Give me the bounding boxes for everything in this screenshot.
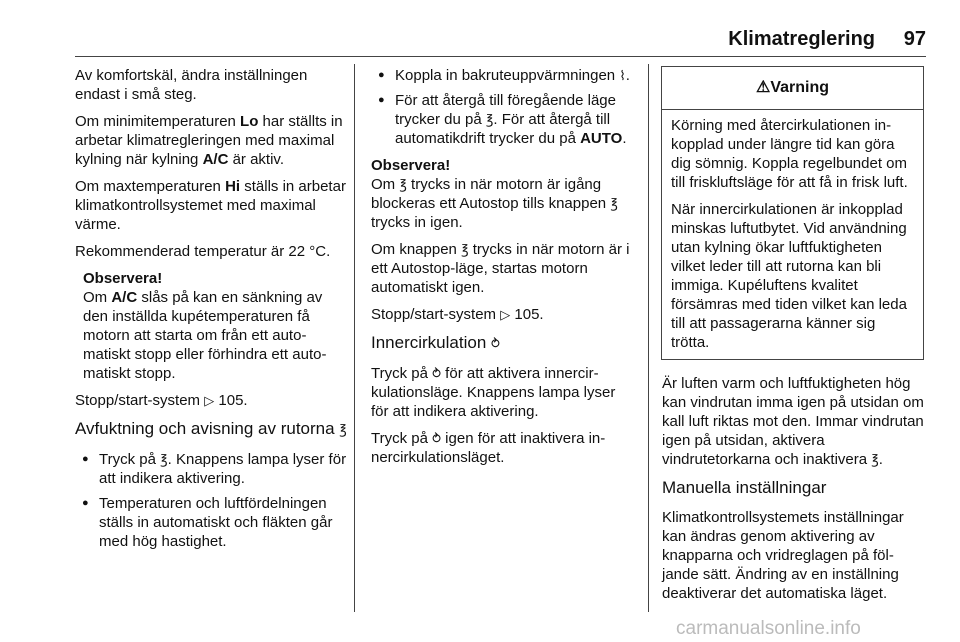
windscreen-defrost-icon: ℥ bbox=[399, 177, 407, 192]
windscreen-defrost-icon: ℥ bbox=[339, 422, 347, 437]
warning-box bbox=[661, 66, 924, 360]
page-reference: Stopp/start-system ▷ 105. bbox=[371, 306, 544, 323]
list-item: ● Tryck på ℥. Knappens lampa lyser för att indikera aktivering. bbox=[75, 450, 347, 488]
page-number: 97 bbox=[903, 28, 926, 50]
warning-header: ⚠Varning bbox=[662, 67, 923, 110]
paragraph: Om minimitemperaturen Lo har ställts in arbetar klimatregleringen med maximal kylning när kylning A/C är aktiv. bbox=[75, 113, 343, 168]
recirculation-icon: ⥁ bbox=[432, 431, 442, 446]
column-3 bbox=[662, 374, 924, 611]
paragraph: Tryck på ⥁ igen för att inaktivera innercirkulationsläget. bbox=[371, 430, 606, 466]
bullet-list bbox=[371, 66, 633, 148]
note-text: Om knappen ℥ trycks in när motorn är i ett Autostop-läge, startas motorn automatiskt igen. bbox=[371, 241, 630, 296]
watermark: carmanualsonline.info bbox=[676, 618, 861, 639]
paragraph: Är luften varm och luftfuktigheten hög kan vindrutan imma igen på utsidan om kall luft riktas mot den. Immar vindrutan igen på utsidan, aktivera vindrutetorkarna och inaktivera ℥. bbox=[662, 375, 924, 468]
page-title: Klimatreglering bbox=[728, 28, 875, 50]
page-reference-arrow-icon: ▷ bbox=[204, 393, 215, 408]
recirculation-icon: ⥁ bbox=[432, 366, 442, 381]
warning-text: När innercirkulationen är inkopplad minskas luftutbytet. Vid användning utan kylning ökar luftfuktigheten vilket leder till att rutorna kan bli immiga. Kupéluftens kvalitet försämras med tiden vilket kan leda till att passagerarna känner sig trötta. bbox=[671, 201, 907, 351]
page-reference: Stopp/start-system ▷ 105. bbox=[75, 392, 248, 409]
windscreen-defrost-icon: ℥ bbox=[610, 196, 618, 211]
paragraph: Tryck på ⥁ för att aktivera innercirkulationsläge. Knappens lampa lyser för att indikera aktivering. bbox=[371, 365, 616, 420]
list-item: ● Temperaturen och luftfördelningen ställs in automatiskt och fläkten går med hög hastighet. bbox=[75, 494, 347, 551]
paragraph: Av komfortskäl, ändra inställningen endast i små steg. bbox=[75, 67, 308, 103]
rear-window-heating-icon: ⌇ bbox=[619, 68, 626, 83]
warning-body bbox=[662, 110, 923, 352]
note-text: Om ℥ trycks in när motorn är igång blockeras ett Autostop tills knappen ℥ trycks in igen. bbox=[371, 176, 618, 231]
column-divider-1 bbox=[354, 64, 355, 612]
bullet-list bbox=[75, 450, 347, 551]
column-divider-2 bbox=[648, 64, 649, 612]
page-header bbox=[0, 0, 960, 54]
section-heading-defrost: Avfuktning och avisning av rutorna ℥ bbox=[75, 419, 347, 438]
note-block bbox=[75, 269, 347, 383]
column-1 bbox=[75, 66, 347, 559]
windscreen-defrost-icon: ℥ bbox=[461, 242, 469, 257]
windscreen-defrost-icon: ℥ bbox=[871, 452, 879, 467]
note-block bbox=[371, 156, 633, 297]
note-heading: Observera! bbox=[83, 270, 163, 287]
paragraph: Klimatkontrollsystemets inställningar kan ändras genom aktivering av knapparna och vridreglagen på följande sätt. Ändring av en inställning deaktiverar det automatiska läget. bbox=[662, 509, 904, 602]
warning-text: Körning med återcirkulationen inkopplad under längre tid kan göra dig sömnig. Koppla regelbundet om till friskluftsläge för att få in frisk luft. bbox=[671, 117, 908, 191]
page-reference-arrow-icon: ▷ bbox=[500, 307, 511, 322]
recirculation-icon: ⥁ bbox=[491, 336, 500, 351]
list-item: ● Koppla in bakruteuppvärmningen ⌇. bbox=[371, 66, 633, 85]
section-heading-recirculation: Innercirkulation ⥁ bbox=[371, 333, 500, 352]
header-rule bbox=[75, 56, 926, 57]
column-2 bbox=[371, 66, 633, 475]
note-text: Om A/C slås på kan en sänkning av den inställda kupétemperaturen få motorn att starta om från ett automatiskt stopp eller förhindra ett automatiskt stopp. bbox=[83, 289, 327, 382]
windscreen-defrost-icon: ℥ bbox=[485, 112, 494, 127]
warning-triangle-icon: ⚠ bbox=[755, 79, 771, 96]
paragraph: Om maxtemperaturen Hi ställs in arbetar klimatkontrollsystemet med maximal värme. bbox=[75, 178, 346, 233]
list-item: ● För att återgå till föregående läge trycker du på ℥. För att återgå till automatikdrift trycker du på AUTO. bbox=[371, 91, 633, 148]
paragraph: Rekommenderad temperatur är 22 °C. bbox=[75, 243, 331, 260]
section-heading-manual: Manuella inställningar bbox=[662, 478, 827, 497]
note-heading: Observera! bbox=[371, 157, 451, 174]
windscreen-defrost-icon: ℥ bbox=[160, 452, 168, 467]
